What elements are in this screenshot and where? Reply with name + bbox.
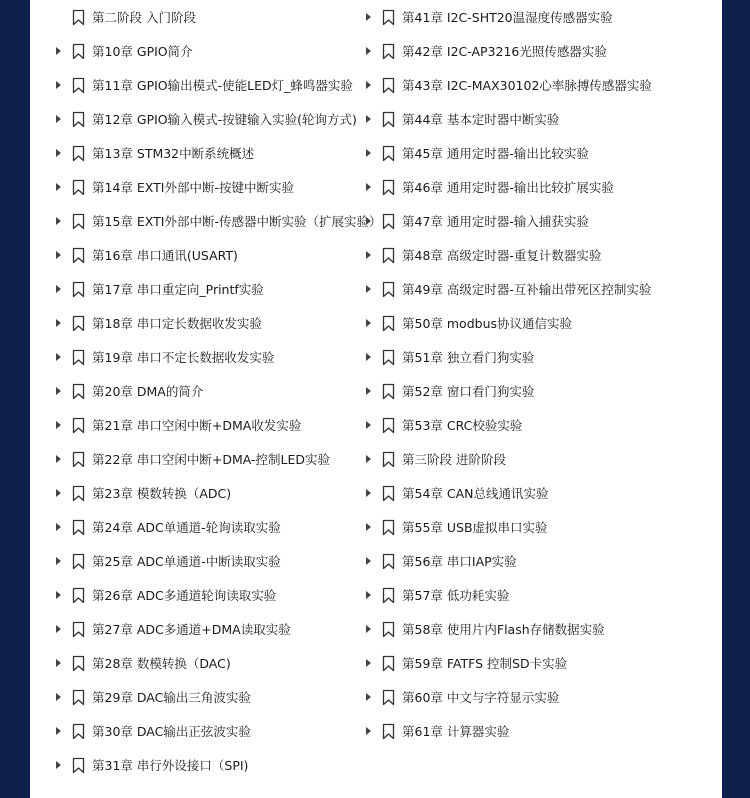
triangle-right-icon[interactable] — [364, 622, 374, 636]
triangle-right-icon[interactable] — [54, 78, 64, 92]
bookmark-icon — [378, 279, 398, 299]
outline-item[interactable] — [364, 68, 652, 102]
triangle-right-icon[interactable] — [364, 44, 374, 58]
outline-item[interactable] — [54, 408, 301, 442]
outline-item[interactable] — [364, 340, 534, 374]
outline-item-label: 第43章 I2C-MAX30102心率脉搏传感器实验 — [402, 78, 652, 93]
outline-item-label: 第59章 FATFS 控制SD卡实验 — [402, 656, 568, 671]
outline-item[interactable] — [54, 272, 264, 306]
outline-item-label: 第44章 基本定时器中断实验 — [402, 112, 560, 127]
triangle-right-icon[interactable] — [364, 486, 374, 500]
triangle-right-icon[interactable] — [364, 554, 374, 568]
outline-item[interactable] — [54, 510, 281, 544]
outline-item[interactable] — [364, 238, 601, 272]
outline-item[interactable] — [54, 442, 330, 476]
outline-item-label: 第18章 串口定长数据收发实验 — [92, 316, 262, 331]
bookmark-icon — [68, 75, 88, 95]
bookmark-icon — [68, 41, 88, 61]
outline-item[interactable] — [54, 612, 291, 646]
triangle-right-icon[interactable] — [54, 690, 64, 704]
triangle-right-icon[interactable] — [364, 316, 374, 330]
outline-item[interactable] — [54, 714, 251, 748]
bookmark-icon — [68, 721, 88, 741]
bookmark-icon — [378, 177, 398, 197]
bookmark-icon — [378, 483, 398, 503]
triangle-right-icon[interactable] — [364, 112, 374, 126]
outline-item[interactable] — [54, 34, 193, 68]
triangle-right-icon[interactable] — [364, 214, 374, 228]
triangle-right-icon[interactable] — [364, 384, 374, 398]
outline-item[interactable] — [54, 374, 203, 408]
triangle-right-icon[interactable] — [54, 520, 64, 534]
bookmark-icon — [68, 449, 88, 469]
outline-item[interactable] — [364, 34, 607, 68]
bookmark-icon — [68, 619, 88, 639]
outline-item-label: 第60章 中文与字符显示实验 — [402, 690, 560, 705]
bookmark-icon — [68, 517, 88, 537]
triangle-right-icon — [54, 10, 64, 24]
triangle-right-icon[interactable] — [364, 588, 374, 602]
outline-item-label: 第20章 DMA的简介 — [92, 384, 204, 399]
outline-item-label: 第25章 ADC单通道-中断读取实验 — [92, 554, 281, 569]
bookmark-icon — [68, 279, 88, 299]
outline-item[interactable] — [364, 102, 559, 136]
bookmark-icon — [378, 585, 398, 605]
outline-item[interactable] — [54, 0, 196, 34]
outline-item-label: 第19章 串口不定长数据收发实验 — [92, 350, 275, 365]
outline-item-label: 第10章 GPIO简介 — [92, 44, 193, 59]
bookmark-icon — [378, 653, 398, 673]
bookmark-icon — [378, 619, 398, 639]
bookmark-icon — [68, 585, 88, 605]
outline-item[interactable] — [54, 170, 294, 204]
triangle-right-icon[interactable] — [54, 486, 64, 500]
outline-item-label: 第46章 通用定时器-输出比较扩展实验 — [402, 180, 614, 195]
bookmark-icon — [378, 109, 398, 129]
triangle-right-icon[interactable] — [364, 10, 374, 24]
outline-item[interactable] — [364, 578, 509, 612]
triangle-right-icon[interactable] — [364, 78, 374, 92]
outline-item-label: 第55章 USB虚拟串口实验 — [402, 520, 548, 535]
outline-item-label: 第50章 modbus协议通信实验 — [402, 316, 573, 331]
bookmark-icon — [68, 755, 88, 775]
outline-item-label: 第29章 DAC输出三角波实验 — [92, 690, 251, 705]
bookmark-icon — [68, 109, 88, 129]
bookmark-icon — [68, 211, 88, 231]
triangle-right-icon[interactable] — [54, 44, 64, 58]
outline-item[interactable] — [364, 204, 589, 238]
outline-item-label: 第22章 串口空闲中断+DMA-控制LED实验 — [92, 452, 331, 467]
triangle-right-icon[interactable] — [364, 180, 374, 194]
outline-item-label: 第26章 ADC多通道轮询读取实验 — [92, 588, 277, 603]
outline-item-label: 第24章 ADC单通道-轮询读取实验 — [92, 520, 281, 535]
outline-item[interactable] — [364, 680, 559, 714]
bookmark-icon — [68, 483, 88, 503]
bookmark-icon — [68, 143, 88, 163]
triangle-right-icon[interactable] — [54, 214, 64, 228]
triangle-right-icon[interactable] — [54, 248, 64, 262]
triangle-right-icon[interactable] — [364, 418, 374, 432]
outline-item[interactable] — [364, 170, 614, 204]
triangle-right-icon[interactable] — [364, 146, 374, 160]
outline-item-label: 第11章 GPIO输出模式-使能LED灯_蜂鸣器实验 — [92, 78, 353, 93]
outline-item[interactable] — [364, 510, 548, 544]
outline-item[interactable] — [364, 612, 605, 646]
bookmark-icon — [378, 381, 398, 401]
outline-item[interactable] — [54, 340, 274, 374]
outline-item-label: 第56章 串口IAP实验 — [402, 554, 517, 569]
bookmark-icon — [378, 313, 398, 333]
outline-item[interactable] — [364, 306, 572, 340]
bookmark-icon — [378, 721, 398, 741]
bookmark-icon — [68, 687, 88, 707]
outline-item-label: 第31章 串行外设接口（SPI) — [92, 758, 249, 773]
outline-item[interactable] — [54, 544, 281, 578]
outline-item-label: 第13章 STM32中断系统概述 — [92, 146, 255, 161]
bookmark-icon — [68, 177, 88, 197]
outline-item-label: 第41章 I2C-SHT20温湿度传感器实验 — [402, 10, 613, 25]
outline-item-label: 第57章 低功耗实验 — [402, 588, 510, 603]
triangle-right-icon[interactable] — [364, 350, 374, 364]
outline-item-label: 第45章 通用定时器-输出比较实验 — [402, 146, 589, 161]
outline-item-label: 第16章 串口通讯(USART) — [92, 248, 238, 263]
outline-item[interactable] — [364, 714, 509, 748]
bookmark-icon — [68, 551, 88, 571]
bookmark-icon — [378, 551, 398, 571]
outline-item[interactable] — [54, 578, 276, 612]
outline-item[interactable] — [364, 272, 651, 306]
triangle-right-icon[interactable] — [364, 248, 374, 262]
outline-item[interactable] — [54, 748, 248, 782]
outline-item-label: 第12章 GPIO输入模式-按键输入实验(轮询方式) — [92, 112, 357, 127]
outline-item-label: 第三阶段 进阶阶段 — [402, 452, 506, 467]
bookmark-icon — [378, 517, 398, 537]
outline-item[interactable] — [364, 136, 589, 170]
outline-item-label: 第51章 独立看门狗实验 — [402, 350, 535, 365]
outline-item-label: 第15章 EXTI外部中断-传感器中断实验（扩展实验） — [92, 214, 382, 229]
triangle-right-icon[interactable] — [54, 622, 64, 636]
triangle-right-icon[interactable] — [54, 316, 64, 330]
triangle-right-icon[interactable] — [54, 282, 64, 296]
outline-item[interactable] — [54, 102, 357, 136]
outline-item-label: 第二阶段 入门阶段 — [92, 10, 196, 25]
bookmark-icon — [68, 347, 88, 367]
bookmark-icon — [378, 211, 398, 231]
outline-item[interactable] — [364, 408, 522, 442]
outline-item[interactable] — [54, 306, 262, 340]
bookmark-icon — [68, 653, 88, 673]
outline-item-label: 第53章 CRC校验实验 — [402, 418, 523, 433]
outline-item[interactable] — [364, 374, 534, 408]
bookmark-icon — [68, 415, 88, 435]
outline-item[interactable] — [364, 442, 506, 476]
outline-item[interactable] — [364, 0, 613, 34]
outline-item[interactable] — [54, 646, 231, 680]
bookmark-icon — [68, 7, 88, 27]
bookmark-icon — [378, 415, 398, 435]
triangle-right-icon[interactable] — [54, 656, 64, 670]
triangle-right-icon[interactable] — [54, 146, 64, 160]
outline-item-label: 第14章 EXTI外部中断-按键中断实验 — [92, 180, 294, 195]
outline-panel — [30, 0, 722, 798]
outline-item-label: 第30章 DAC输出正弦波实验 — [92, 724, 251, 739]
bookmark-icon — [68, 381, 88, 401]
triangle-right-icon[interactable] — [54, 724, 64, 738]
outline-item[interactable] — [54, 476, 231, 510]
outline-item[interactable] — [364, 544, 517, 578]
outline-item[interactable] — [54, 680, 251, 714]
outline-item-label: 第23章 模数转换（ADC) — [92, 486, 232, 501]
outline-item-label: 第49章 高级定时器-互补输出带死区控制实验 — [402, 282, 652, 297]
outline-item[interactable] — [54, 136, 254, 170]
triangle-right-icon[interactable] — [54, 554, 64, 568]
triangle-right-icon[interactable] — [364, 656, 374, 670]
triangle-right-icon[interactable] — [364, 452, 374, 466]
outline-item-label: 第58章 使用片内Flash存储数据实验 — [402, 622, 605, 637]
outline-item-label: 第42章 I2C-AP3216光照传感器实验 — [402, 44, 607, 59]
outline-item-label: 第27章 ADC多通道+DMA读取实验 — [92, 622, 291, 637]
outline-item[interactable] — [364, 476, 549, 510]
outline-item-label: 第54章 CAN总线通讯实验 — [402, 486, 549, 501]
bookmark-icon — [378, 687, 398, 707]
triangle-right-icon[interactable] — [54, 588, 64, 602]
outline-item[interactable] — [364, 646, 567, 680]
bookmark-icon — [378, 347, 398, 367]
outline-item-label: 第28章 数模转换（DAC) — [92, 656, 231, 671]
bookmark-icon — [378, 143, 398, 163]
bookmark-icon — [378, 245, 398, 265]
outline-item-label: 第47章 通用定时器-输入捕获实验 — [402, 214, 589, 229]
triangle-right-icon[interactable] — [54, 180, 64, 194]
outline-item[interactable] — [54, 68, 353, 102]
triangle-right-icon[interactable] — [364, 520, 374, 534]
triangle-right-icon[interactable] — [364, 690, 374, 704]
triangle-right-icon[interactable] — [54, 384, 64, 398]
bookmark-icon — [378, 41, 398, 61]
bookmark-icon — [378, 75, 398, 95]
triangle-right-icon[interactable] — [54, 758, 64, 772]
outline-item[interactable] — [54, 238, 238, 272]
triangle-right-icon[interactable] — [54, 418, 64, 432]
triangle-right-icon[interactable] — [364, 282, 374, 296]
outline-item-label: 第61章 计算器实验 — [402, 724, 510, 739]
triangle-right-icon[interactable] — [54, 452, 64, 466]
bookmark-icon — [68, 245, 88, 265]
triangle-right-icon[interactable] — [54, 350, 64, 364]
bookmark-icon — [68, 313, 88, 333]
outline-item-label: 第48章 高级定时器-重复计数器实验 — [402, 248, 602, 263]
bookmark-icon — [378, 449, 398, 469]
outline-item[interactable] — [54, 204, 381, 238]
triangle-right-icon[interactable] — [54, 112, 64, 126]
outline-item-label: 第21章 串口空闲中断+DMA收发实验 — [92, 418, 302, 433]
outline-item-label: 第17章 串口重定向_Printf实验 — [92, 282, 264, 297]
outline-item-label: 第52章 窗口看门狗实验 — [402, 384, 535, 399]
triangle-right-icon[interactable] — [364, 724, 374, 738]
bookmark-icon — [378, 7, 398, 27]
